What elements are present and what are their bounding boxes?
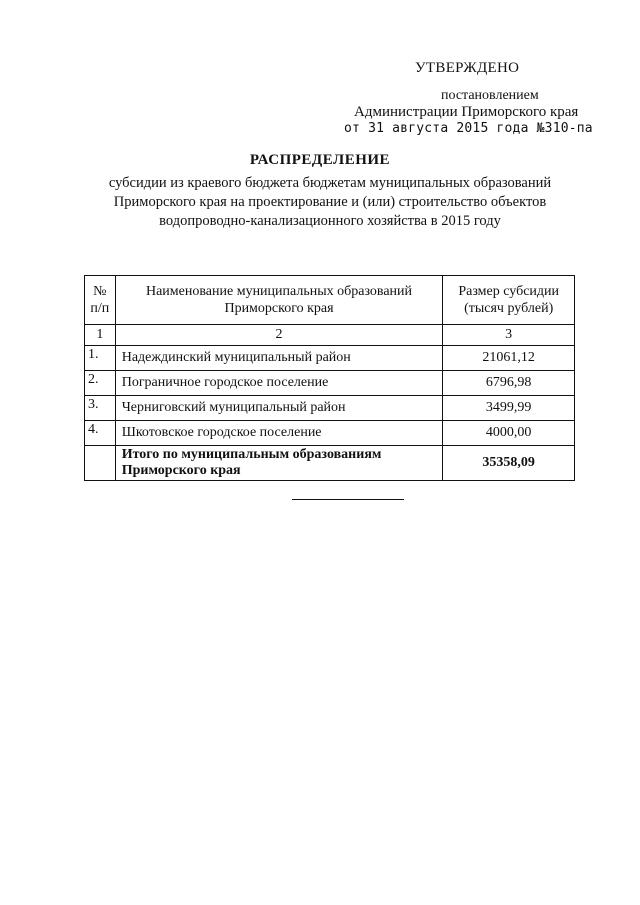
header-name: Наименование муниципальных образований Приморского края — [115, 276, 443, 325]
total-name: Итого по муниципальным образованиям Приморского края — [115, 446, 443, 481]
header-num: № п/п — [85, 276, 116, 325]
approval-date: от 31 августа 2015 года №310-па — [344, 121, 593, 136]
distribution-table-container — [84, 275, 575, 481]
total-num — [85, 446, 116, 481]
approval-line-administration: Администрации Приморского края — [354, 104, 579, 120]
approval-title: УТВЕРЖДЕНО — [415, 60, 520, 76]
row-name: Шкотовское городское поселение — [115, 421, 443, 446]
distribution-table — [84, 275, 575, 481]
row-name: Пограничное городское поселение — [115, 371, 443, 396]
column-number-row — [85, 325, 575, 346]
table-row — [85, 371, 575, 396]
table-row — [85, 396, 575, 421]
header-amount: Размер субсидии (тысяч рублей) — [443, 276, 575, 325]
row-amount: 4000,00 — [443, 421, 575, 446]
table-row — [85, 421, 575, 446]
approval-line-resolution: постановлением — [441, 88, 539, 103]
total-row — [85, 446, 575, 481]
column-number-1: 1 — [85, 325, 116, 346]
row-num: 4. — [85, 421, 116, 446]
row-name: Черниговский муниципальный район — [115, 396, 443, 421]
row-num: 3. — [85, 396, 116, 421]
table-row — [85, 346, 575, 371]
document-subtitle: субсидии из краевого бюджета бюджетам муниципальных образований Приморского края на проектирование и (или) строительство объектов водопроводно-канализационного хозяйства в 2015 году — [108, 175, 552, 229]
row-amount: 21061,12 — [443, 346, 575, 371]
end-of-document-line — [292, 499, 404, 500]
row-num: 2. — [85, 371, 116, 396]
row-amount: 6796,98 — [443, 371, 575, 396]
column-number-3: 3 — [443, 325, 575, 346]
total-amount: 35358,09 — [443, 446, 575, 481]
column-number-2: 2 — [115, 325, 443, 346]
row-num: 1. — [85, 346, 116, 371]
document-title: РАСПРЕДЕЛЕНИЕ — [249, 152, 391, 168]
row-name: Надеждинский муниципальный район — [115, 346, 443, 371]
table-header-row — [85, 276, 575, 325]
row-amount: 3499,99 — [443, 396, 575, 421]
